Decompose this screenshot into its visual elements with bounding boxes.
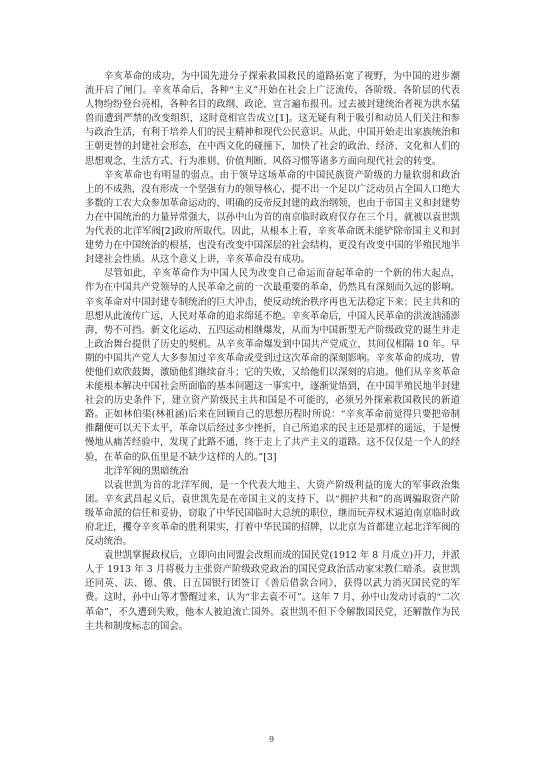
body-text [85, 70, 460, 634]
paragraph: 辛亥革命的成功，为中国先进分子探索救国救民的道路拓宽了视野，为中国的进步潮流开启了闸门。辛亥革命后，各种“主义”开始在社会上广泛流传，各阶级、各阶层的代表人物纷纷登台亮相，各种名目的政纲、政论、宣言遍布报刊。过去被封建统治者视为洪水猛兽而遭到严禁的改变组织，这时竟相宣告成立[1]。这无疑有利于吸引和动员人们关注和参与政治生活，有利于培养人们的民主精神和现代公民意识。从此，中国开始走出家族统治和王朝更替的封建社会形态，在中西文化的碰撞下，加快了社会的政治、经济、文化和人们的思想观念、生活方式、行为准则、价值判断、风俗习惯等诸多方面向现代社会的转变。 [85, 71, 461, 167]
section-heading: 北洋军阀的黑暗统治 [104, 465, 189, 477]
paragraph: 尽管如此，辛亥革命作为中国人民为改变自己命运而奋起革命的一个新的伟大起点，作为在中国共产党领导的人民革命之前的一次最重要的革命，仍然具有深刻而久远的影响。辛亥革命对中国封建专制统治的巨大冲击，使反动统治秩序再也无法稳定下来；民主共和的思想从此流传广远，人民对革命的追求绵延不绝。辛亥革命后，中国人民革命的洪流汹涌澎湃，势不可挡。新文化运动、五四运动相继爆发，从而为中国新型无产阶级政党的诞生并走上政治舞台提供了历史的契机。从辛亥革命爆发到中国共产党成立，其间仅相隔 10 年。早期的中国共产党人大多参加过辛亥革命或受到过这次革命的深刻影响。辛亥革命的成功，曾使他们欢欣鼓舞，激励他们继续奋斗；它的失败，又给他们以深刻的启迪。他们从辛亥革命未能根本解决中国社会所面临的基本问题这一事实中，逐渐觉悟到，在中国半殖民地半封建社会的历史条件下，建立资产阶级民主共和国是不可能的，必须另外探索救国救民的新道路。正如林伯渠(林祖涵)后来在回顾自己的思想历程时所说：“辛亥革命前觉得只要把帝制推翻便可以天下太平，革命以后经过多少挫折，自己所追求的民主还是那样的遥远，于是慢慢地从痛苦经验中，发现了此路不通，终于走上了共产主义的道路。这不仅仅是一个人的经验，在革命的队伍里是不缺少这样的人的。”[3] [85, 268, 461, 463]
paragraph: 辛亥革命也有明显的弱点。由于领导这场革命的中国民族资产阶级的力量软弱和政治上的不成熟，没有形成一个坚强有力的领导核心，提不出一个足以广泛动员占全国人口绝大多数的工农大众参加革命运动的、明确的反帝反封建的政治纲领，也由于帝国主义和封建势力在中国统治的力量异常强大，以孙中山为首的南京临时政府仅存在三个月，就被以袁世凯为代表的北洋军阀[2]政府所取代。因此，从根本上看，辛亥革命既未能铲除帝国主义和封建势力在中国统治的根基，也没有改变中国深层的社会结构，更没有改变中国的半殖民地半封建社会性质。从这个意义上讲，辛亥革命没有成功。 [85, 169, 461, 266]
paragraph: 以袁世凯为首的北洋军阀，是一个代表大地主、大资产阶级利益的庞大的军事政治集团。辛亥武昌起义后，袁世凯先是在帝国主义的支持下，以“拥护共和”的高调骗取资产阶级革命派的信任和妥协，窃取了中华民国临时大总统的职位，继而玩弄权术逼迫南京临时政府北迁，攫夺辛亥革命的胜利果实，打着中华民国的招牌，以北京为首都建立起北洋军阀的反动统治。 [85, 479, 461, 548]
page-number: 9 [268, 735, 275, 744]
paragraph: 袁世凯掌握政权后，立即向由同盟会改组而成的国民党(1912 年 8 月成立)开刀，并派人于 1913 年 3 月将极力主张资产阶级政党政治的国民党政治活动家宋教仁暗杀。袁世凯还同英、法、德、俄、日五国银行团签订《善后借款合同》，获得以武力消灭国民党的军费。这时，孙中山等才警醒过来，认为“非去袁不可”。这年 7 月，孙中山发动讨袁的“二次革命”，不久遭到失败，他本人被迫流亡国外。袁世凯不但下令解散国民党，还解散作为民主共和制度标志的国会。 [85, 550, 460, 632]
